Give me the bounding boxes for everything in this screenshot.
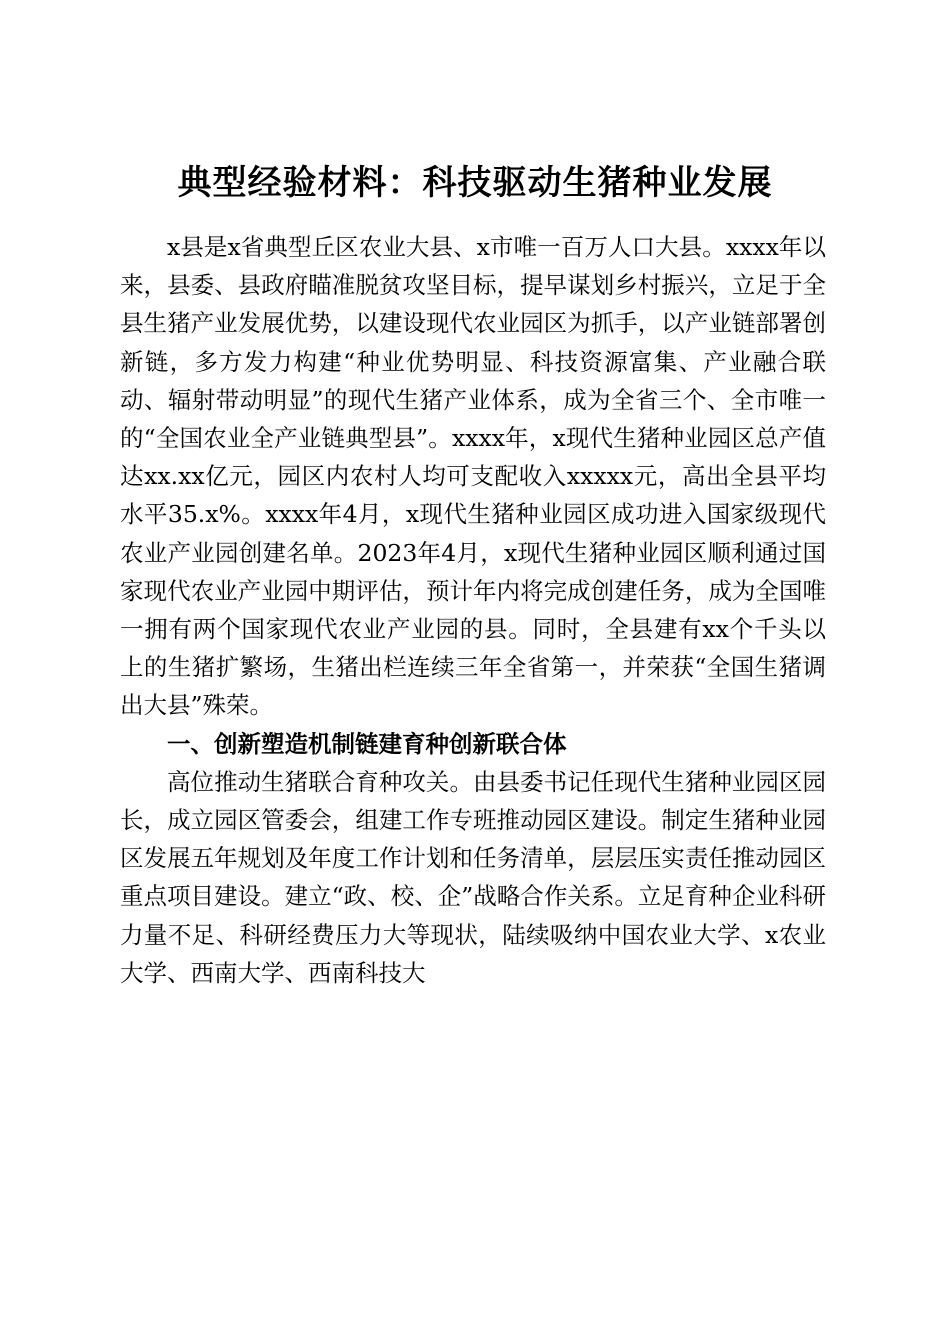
section-1-paragraph: 高位推动生猪联合育种攻关。由县委书记任现代生猪种业园区园长，成立园区管委会，组建工作专班推动园区建设。制定生猪种业园区发展五年规划及年度工作计划和任务清单，层层压实责任推动园区重点项目建设。建立“政、校、企”战略合作关系。立足育种企业科研力量不足、科研经费压力大等现状，陆续吸纳中国农业大学、x农业大学、西南大学、西南科技大 — [120, 767, 826, 987]
intro-paragraph: x县是x省典型丘区农业大县、x市唯一百万人口大县。xxxx年以来，县委、县政府瞄准脱贫攻坚目标，提早谋划乡村振兴，立足于全县生猪产业发展优势，以建设现代农业园区为抓手，以产业链部署创新链，多方发力构建“种业优势明显、科技资源富集、产业融合联动、辐射带动明显”的现代生猪产业体系，成为全省三个、全市唯一的“全国农业全产业链典型县”。xxxx年，x现代生猪种业园区总产值达xx.xx亿元，园区内农村人均可支配收入xxxxx元，高出全县平均水平35.x%。xxxx年4月，x现代生猪种业园区成功进入国家级现代农业产业园创建名单。2023年4月，x现代生猪种业园区顺利通过国家现代农业产业园中期评估，预计年内将完成创建任务，成为全国唯一拥有两个国家现代农业产业园的县。同时，全县建有xx个千头以上的生猪扩繁场，生猪出栏连续三年全省第一，并荣获“全国生猪调出大县”殊荣。 — [120, 233, 826, 720]
document-body — [120, 228, 826, 992]
section-heading-1: 一、创新塑造机制链建育种创新联合体 — [167, 729, 567, 758]
document-title: 典型经验材料：科技驱动生猪种业发展 — [177, 162, 773, 203]
